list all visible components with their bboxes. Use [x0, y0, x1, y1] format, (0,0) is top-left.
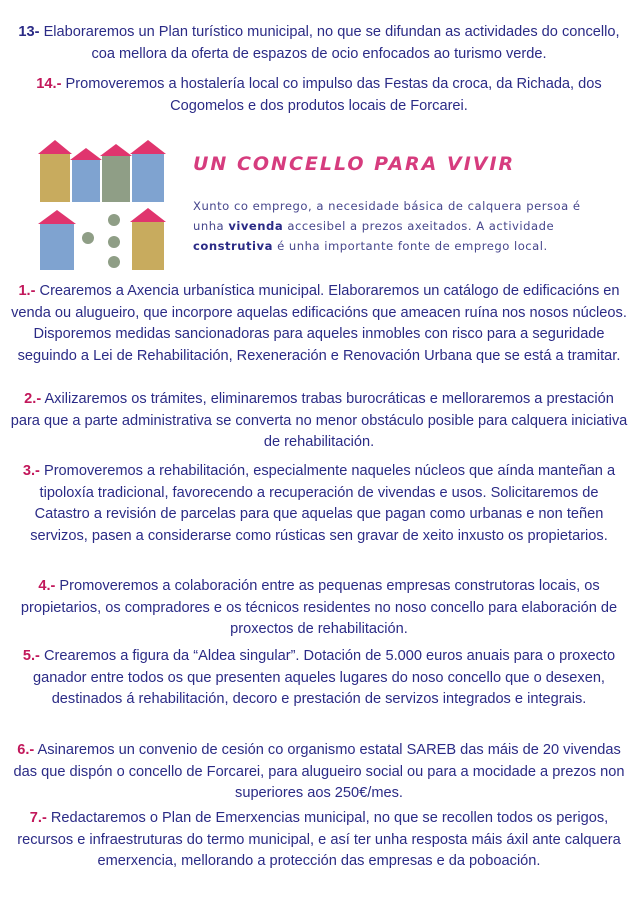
item-13 [10, 22, 628, 65]
item-number: 3.- [22, 463, 40, 479]
houses-illustration-icon [30, 126, 176, 278]
item-number: 4.- [38, 578, 56, 594]
house-bottom-2 [130, 208, 166, 270]
item-text: Crearemos a Axencia urbanística municipal. Elaboraremos un catálogo de edificacións en venda ou alugueiro, que incorpore aquelas edificacións que ameacen ruína nos nosos núcleos. Disporemos medidas sancionadoras para aqueles inmobles con risco para a seguridade seguindo a Lei de Rehabilitación, Rexeneración e Renovación Urbana que se está a tramitar. [11, 283, 627, 364]
intro-text-d: é unha importante fonte de emprego local. [272, 239, 548, 253]
item-text: Axilizaremos os trámites, eliminaremos trabas burocráticas e melloraremos a prestación para que a parte administrativa se converta no menor obstáculo posible para calquera iniciativa de rehabilitación. [10, 391, 628, 450]
item-5 [10, 646, 628, 711]
item-text: Promoveremos a colaboración entre as pequenas empresas construtoras locais, os propietarios, os compradores e os técnicos residentes no noso concello para elaboración de proxectos de rehabilitación. [20, 578, 618, 637]
item-6 [10, 740, 628, 805]
item-number: 6.- [17, 742, 35, 758]
section-intro [193, 196, 613, 256]
item-14 [10, 74, 628, 117]
item-number: 1.- [18, 283, 36, 299]
item-text: Elaboraremos un Plan turístico municipal, no que se difundan as actividades do concello, coa mellora da oferta de espazos de ocio enfocados ao turismo verde. [39, 24, 620, 62]
item-7 [10, 808, 628, 873]
item-4 [10, 576, 628, 641]
item-text: Crearemos a figura da “Aldea singular”. Dotación de 5.000 euros anuais para o proxecto ganador entre todos os que presenten aqueles lugares do noso concello que o desexen, destinados á rehabilitación, decoro e prestación de servizos integrados e integrais. [32, 648, 616, 707]
house-top-1 [38, 140, 72, 202]
item-text: Redactaremos o Plan de Emerxencias municipal, no que se recollen todos os perigos, recursos e infraestruturas do termo municipal, e así ter unha resposta máis áxil ante calquera emerxencia, mellorando a protección das empresas e da poboación. [17, 810, 621, 869]
house-bottom-1 [38, 210, 76, 270]
item-3 [10, 461, 628, 547]
item-number: 7.- [29, 810, 47, 826]
item-text: Promoveremos a hostalería local co impulso das Festas da croca, da Richada, dos Cogomelos e dos produtos locais de Forcarei. [61, 76, 602, 114]
item-number: 14.- [36, 76, 62, 92]
intro-text-a: Xunto co emprego, a necesidade básica de calquera persoa é unha [193, 199, 581, 233]
intro-highlight-vivenda: vivenda [228, 219, 284, 233]
item-2 [10, 389, 628, 454]
item-number: 2.- [24, 391, 42, 407]
intro-text-c: accesibel a prezos axeitados. A actividade [283, 219, 555, 233]
item-number: 5.- [22, 648, 40, 664]
intro-highlight-construtiva: construtiva [193, 239, 273, 253]
house-top-2 [70, 148, 102, 202]
section-title: UN CONCELLO PARA VIVIR [193, 153, 516, 175]
item-number: 13- [18, 24, 40, 40]
house-top-4 [130, 140, 166, 202]
item-1 [10, 281, 628, 367]
item-text: Promoveremos a rehabilitación, especialmente naqueles núcleos que aínda manteñan a tipoloxía tradicional, favorecendo a recuperación de vivendas e usos. Solicitaremos de Catastro a revisión de parcelas para que aquelas que pagan como urbanas e non teñen servizos, pasen a considerarse como rústicas sen gravar de xeito inxusto os propietarios. [30, 463, 616, 544]
house-top-3 [100, 144, 132, 202]
item-text: Asinaremos un convenio de cesión co organismo estatal SAREB das máis de 20 vivendas das que dispón o concello de Forcarei, para alugueiro social ou para a mocidade a prezos non superiores aos 250€/mes. [13, 742, 625, 801]
